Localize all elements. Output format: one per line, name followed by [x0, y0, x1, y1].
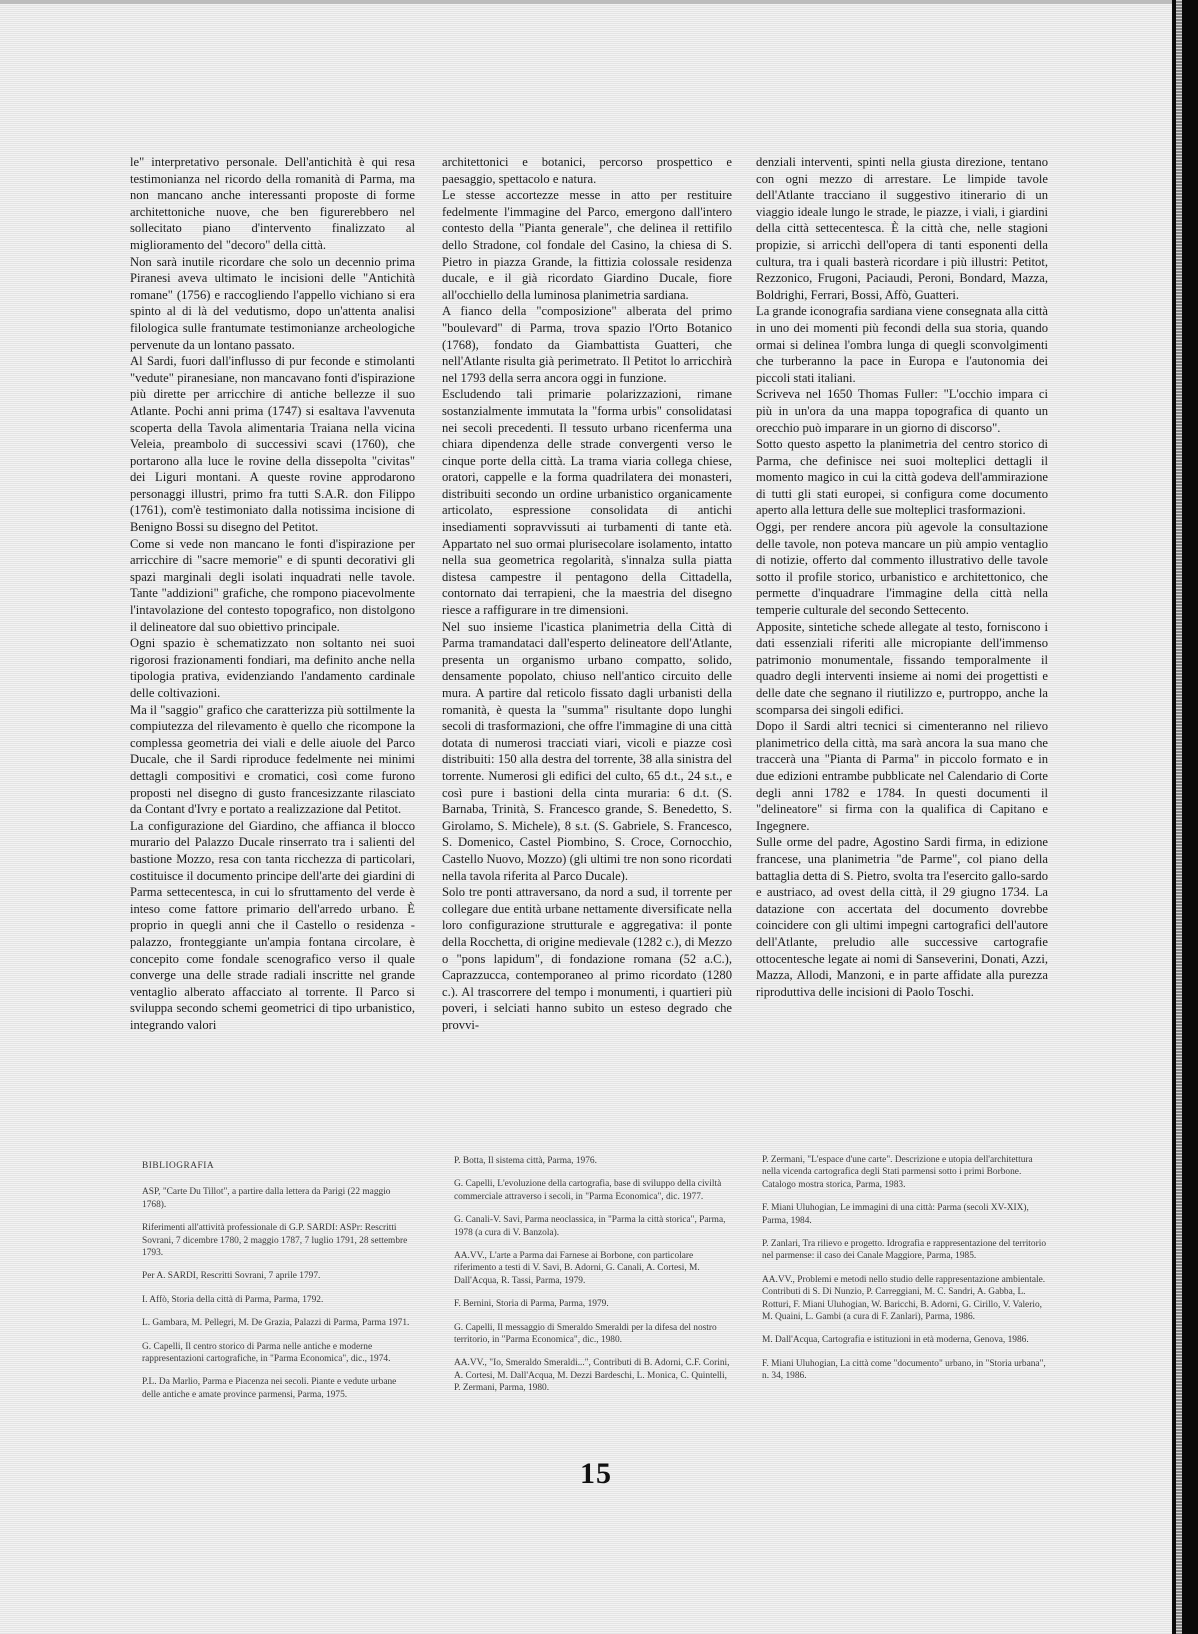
- bibliography-entry: AA.VV., Problemi e metodi nello studio delle rappresentazione ambientale. Contributi di S. Di Nunzio, P. Carreggiani, M. C. Sandri, A. Gabba, L. Rotturi, F. Miani Uluhogian, W. Baricchi, B. Adorni, G. Cirillo, V. Valerio, M. Quaini, L. Gambi (a cura di F. Zanlari), Parma, 1986.: [762, 1274, 1046, 1323]
- text-column-3: [756, 154, 1048, 1000]
- bibliography-entry: G. Capelli, Il centro storico di Parma nelle antiche e moderne rappresentazioni cartografiche, in "Parma Economica", dic., 1974.: [142, 1341, 391, 1365]
- paragraph: Come si vede non mancano le fonti d'ispirazione per arricchire di "sacre memorie" e di spunti decorativi gli spazi marginali degli isolati inquadrati nelle tavole. Tante "addizioni" grafiche, che rompono piacevolmente l'intavolazione del contesto topografico, non distolgono il delineatore dal suo obiettivo principale.: [130, 536, 415, 634]
- bibliography-entry: F. Miani Uluhogian, Le immagini di una città: Parma (secoli XV-XIX), Parma, 1984.: [762, 1203, 1029, 1226]
- bibliography-entry: AA.VV., L'arte a Parma dai Farnese ai Borbone, con particolare riferimento a testi di V. Savi, B. Adorni, G. Canali, A. Cortesi, M. Dall'Acqua, R. Tassi, Parma, 1979.: [454, 1251, 700, 1286]
- bibliography-entry: P. Zanlari, Tra rilievo e progetto. Idrografia e rappresentazione del territorio nel parmense: il caso dei Canale Maggiore, Parma, 1985.: [762, 1239, 1047, 1262]
- bibliography-entry: ASP, "Carte Du Tillot", a partire dalla lettera da Parigi (22 maggio 1768).: [142, 1187, 391, 1210]
- bibliography-entry: Riferimenti all'attività professionale di G.P. SARDI: ASPr: Rescritti Sovrani, 7 dicembre 1780, 2 maggio 1787, 7 luglio 1791, 28 settembre 1793.: [142, 1223, 408, 1259]
- paragraph: Sotto questo aspetto la planimetria del centro storico di Parma, che definisce nei suoi molteplici dettagli il momento magico in cui la città godeva dell'ammirazione di tutti gli stati europei, si configura come documento aperto alla lettura delle sue molteplici trasformazioni.: [756, 437, 1048, 518]
- bibliography-entry: F. Bernini, Storia di Parma, Parma, 1979.: [454, 1299, 609, 1310]
- paragraph: La configurazione del Giardino, che affianca il blocco murario del Palazzo Ducale rinserrato tra i salienti del bastione Mozzo, resa con tanta ricchezza di particolari, costituisce il documento principe dell'arte dei giardini di Parma settecentesca, in cui lo sfruttamento del verde è inteso come fattore primario dell'arredo urbano. È proprio in quegli anni che il Castello o residenza - palazzo, fronteggiante un'ampia fontana circolare, è concepito come fondale scenografico verso il quale converge una delle strade radiali inscritte nel grande ventaglio alberato affacciato al torrente. Il Parco si sviluppa secondo schemi geometrici di tipo urbanistico, integrando valori: [130, 818, 415, 1032]
- paragraph: Escludendo tali primarie polarizzazioni, rimane sostanzialmente immutata la "forma urbis" consolidatasi nei secoli precedenti. Il tessuto urbano ricenferma una chiara dipendenza delle strade convergenti verso le cinque porte della città. La trama viaria collega chiese, oratori, cappelle e la forma quadrilatera dei monasteri, distribuiti secondo un ordine urbanistico organicamente articolato, espressione consolidata di antichi insediamenti sopravvissuti ai turbamenti di tante età. Appartato nel suo ormai plurisecolare isolamento, intatto nella sua geometrica regolarità, s'innalza sulla piatta distesa campestre il pentagono della Cittadella, contornato dai terrapieni, che la maestria del disegno riesce a raffigurare in tre dimensioni.: [442, 387, 732, 618]
- bibliography-entry: G. Canali-V. Savi, Parma neoclassica, in "Parma la città storica", Parma, 1978 (a cura di V. Banzola).: [454, 1215, 726, 1238]
- bibliography-column-1: [142, 1160, 410, 1412]
- bibliography-column-3: [762, 1154, 1048, 1394]
- paragraph: Oggi, per rendere ancora più agevole la consultazione delle tavole, non poteva mancare un più ampio ventaglio di notizie, offerto dal commento illustrativo delle tavole sotto il profile storico, urbanistico e architettonico, che permette d'inquadrare l'immagine della città nella temperie culturale del secondo Settecento.: [756, 520, 1048, 618]
- bibliography-entry: G. Capelli, Il messaggio di Smeraldo Smeraldi per la difesa del nostro territorio, in "Parma Economica", dic., 1980.: [454, 1322, 717, 1346]
- paragraph: Solo tre ponti attraversano, da nord a sud, il torrente per collegare due entità urbane nettamente diversificate nella loro configurazione strutturale e aggregativa: il ponte della Rocchetta, di origine medievale (1282 c.), di Mezzo o "pons lapidum", di fondazione romana (52 a.C.), Caprazzucca, contemporaneo al primo ricordato (1280 c.). Al trascorrere del tempo i monumenti, i quartieri più poveri, i selciati hanno subito un esteso degrado che provvi-: [442, 885, 732, 1032]
- paragraph: Ma il "saggio" grafico che caratterizza più sottilmente la compiutezza del rilevamento è quello che ricompone la complessa geometria dei viali e delle aiuole del Parco Ducale, che il Sardi riproduce fedelmente nei minimi dettagli compositivi e cromatici, così come furono proposti nel disegno di gusto francesizzante rilasciato da Contant d'Ivry e portato a realizzazione dal Petitot.: [130, 702, 415, 817]
- paragraph: architettonici e botanici, percorso prospettico e paesaggio, spettacolo e natura.: [442, 155, 732, 186]
- scan-top-edge: [0, 0, 1172, 4]
- paragraph: Nel suo insieme l'icastica planimetria della Città di Parma tramandataci dall'esperto delineatore dell'Atlante, presenta un organismo urbano compatto, solido, densamente popolato, chiuso nell'antico circuito delle mura. A partire dal reticolo fissato dagli urbanisti della romanità, è questa la "summa" risultante dopo lunghi secoli di trasformazioni, che offre l'immagine di una città dotata di numerosi tracciati viari, vicoli e piazze così distribuiti: 150 alla destra del torrente, 38 alla sinistra del torrente. Numerosi gli edifici del culto, 65 d.t., 24 s.t., e così pure i bastioni della cinta muraria: 6 d.t. (S. Barnaba, Trinità, S. Francesco grande, S. Benedetto, S. Girolamo, S. Michele), 8 s.t. (S. Gabriele, S. Francesco, S. Domenico, Castel Piombino, S. Croce, Cornocchio, Castello Nuovo, Mozzo) (gli ultimi tre non sono ricordati nella tavola riferita al Parco Ducale).: [442, 619, 732, 883]
- bibliography-entry: P. Zermani, "L'espace d'une carte". Descrizione e utopia dell'architettura nella vicenda cartografica degli Stati parmensi sotto i primi Borbone. Catalogo mostra storica, Parma, 1983.: [762, 1155, 1033, 1190]
- paragraph: Ogni spazio è schematizzato non soltanto nei suoi rigorosi frazionamenti fondiari, ma definito anche nella tipologia prativa, evidenziando l'andamento cardinale delle coltivazioni.: [130, 636, 415, 700]
- bibliography-column-2: [454, 1155, 732, 1406]
- paragraph: denziali interventi, spinti nella giusta direzione, tentano con ogni mezzo di arrestare. Le limpide tavole dell'Atlante tracciano il suggestivo itinerario di un viaggio ideale lungo le strade, le piazze, i viali, i giardini della città settecentesca. È la città che, nelle stagioni propizie, si arricchì dell'opera di tanti esponenti della cultura, tra i quali basterà ricordare i più illustri: Petitot, Rezzonico, Frugoni, Paciaudi, Peroni, Bondard, Mazza, Boldrighi, Ferrari, Bossi, Affò, Guatteri.: [756, 155, 1048, 302]
- paragraph: Le stesse accortezze messe in atto per restituire fedelmente l'immagine del Parco, emergono dall'intero contesto della "Pianta generale", che delinea il rettifilo dello Stradone, col fondale del Casino, la chiesa di S. Pietro in piazza Grande, la fittizia colossale residenza ducale, e il già ricordato Giardino Ducale, fiore all'occhiello della luminosa planimetria sardiana.: [442, 188, 732, 302]
- paragraph: Al Sardi, fuori dall'influsso di pur feconde e stimolanti "vedute" piranesiane, non mancavano fonti d'ispirazione più dirette per arricchire di antiche bellezze il suo Atlante. Pochi anni prima (1747) si esaltava l'avvenuta scoperta della Tavola alimentaria Traiana nella vicina Veleia, preambolo di successivi scavi (1760), che portarono alla luce le rovine della dissepolta "civitas" dei Liguri montani. A queste rovine approdarono personaggi illustri, primo fra tutti S.A.R. don Filippo (1761), com'è testimoniato dalla notissima incisione di Benigno Bossi su disegno del Petitot.: [130, 354, 415, 535]
- paragraph: Dopo il Sardi altri tecnici si cimenteranno nel rilievo planimetrico della città, ma sarà ancora la sua mano che traccerà una "Pianta di Parma" in piccolo formato e in due edizioni entrambe pubblicate nel Calendario di Corte degli anni 1782 e 1784. In questi documenti il "delineatore" si firma con la qualifica di Capitano e Ingegnere.: [756, 719, 1048, 833]
- bibliography-entry: I. Affò, Storia della città di Parma, Parma, 1792.: [142, 1294, 324, 1305]
- bibliography-entry: P.L. Da Marlio, Parma e Piacenza nei secoli. Piante e vedute urbane delle antiche e amate province parmensi, Parma, 1975.: [142, 1377, 397, 1400]
- bibliography-entry: P. Botta, Il sistema città, Parma, 1976.: [454, 1156, 597, 1166]
- bibliography-entry: L. Gambara, M. Pellegri, M. De Grazia, Palazzi di Parma, Parma 1971.: [142, 1318, 410, 1329]
- paragraph: Sulle orme del padre, Agostino Sardi firma, in edizione francese, una planimetria "de Parme", col piano della battaglia detta di S. Pietro, svolta tra l'esercito gallo-sardo e austriaco, ad ovest della città, il 29 giugno 1734. La datazione con accertata del documento dovrebbe coincidere con gli ultimi impegni cartografici dell'autore dell'Atlante, preludio alle successive cartografie ottocentesche legate ai nomi di Sanseverini, Donati, Azzi, Mazza, Allodi, Manzoni, e in parte affidate alla purezza riproduttiva delle incisioni di Paolo Toschi.: [756, 835, 1048, 999]
- page-number: 15: [580, 1457, 612, 1490]
- paragraph: Apposite, sintetiche schede allegate al testo, forniscono i dati essenziali riferiti alle micropiante dell'immenso patrimonio monumentale, fissando temporalmente il quadro degli interventi insieme ai nomi dei progettisti e delle date che segnano il riutilizzo e, purtroppo, anche la scomparsa dei singoli edifici.: [756, 619, 1048, 717]
- bibliography-entry: AA.VV., "Io, Smeraldo Smeraldi...", Contributi di B. Adorni, C.F. Corini, A. Cortesi, M. Dall'Acqua, M. Dezzi Bardeschi, L. Monica, C. Quintelli, P. Zermani, Parma, 1980.: [454, 1358, 730, 1394]
- bibliography-entry: M. Dall'Acqua, Cartografia e istituzioni in età moderna, Genova, 1986.: [762, 1335, 1029, 1346]
- bibliography-entry: F. Miani Uluhogian, La città come "documento" urbano, in "Storia urbana", n. 34, 1986.: [762, 1358, 1046, 1382]
- text-column-2: [442, 154, 732, 1033]
- paragraph: A fianco della "composizione" alberata del primo "boulevard" di Parma, trova spazio l'Orto Botanico (1768), fondato da Giambattista Guatteri, che nell'Atlante risulta già perimetrato. Il Petitot lo arricchirà nel 1793 della serra ancora oggi in funzione.: [442, 304, 732, 385]
- bibliography-title: BIBLIOGRAFIA: [142, 1161, 215, 1171]
- bibliography-entry: G. Capelli, L'evoluzione della cartografia, base di sviluppo della civiltà commerciale attraverso i secoli, in "Parma Economica", dic. 1977.: [454, 1179, 722, 1202]
- scan-right-edge: [1172, 0, 1198, 1634]
- paragraph: La grande iconografia sardiana viene consegnata alla città in uno dei momenti più fecondi della sua storia, quando ormai si delinea l'ombra lunga di quegli sconvolgimenti che turberanno la pace in Europa e l'autonomia dei piccoli stati italiani.: [756, 304, 1048, 385]
- paragraph: Non sarà inutile ricordare che solo un decennio prima Piranesi aveva ultimato le incisioni delle "Antichità romane" (1756) e raccogliendo l'appello vichiano si era spinto al di là del vedutismo, dopo un'attenta analisi filologica sulle frantumate testimonianze archeologiche pervenute da un lontano passato.: [130, 254, 415, 352]
- bibliography-entry: Per A. SARDI, Rescritti Sovrani, 7 aprile 1797.: [142, 1271, 321, 1282]
- paragraph: Scriveva nel 1650 Thomas Fuller: "L'occhio impara ci più in un'ora da una mappa topografica di quanto un orecchio può imparare in un giorno di discorso".: [756, 387, 1048, 435]
- paragraph: le" interpretativo personale. Dell'antichità è qui resa testimonianza nel ricordo della romanità di Parma, ma non mancano anche interessanti proposte di forme architettoniche nuove, che ben figurerebbero nel sollecitato piano d'intervento finalizzato al miglioramento del "decoro" della città.: [130, 155, 415, 252]
- text-column-1: [130, 154, 415, 1033]
